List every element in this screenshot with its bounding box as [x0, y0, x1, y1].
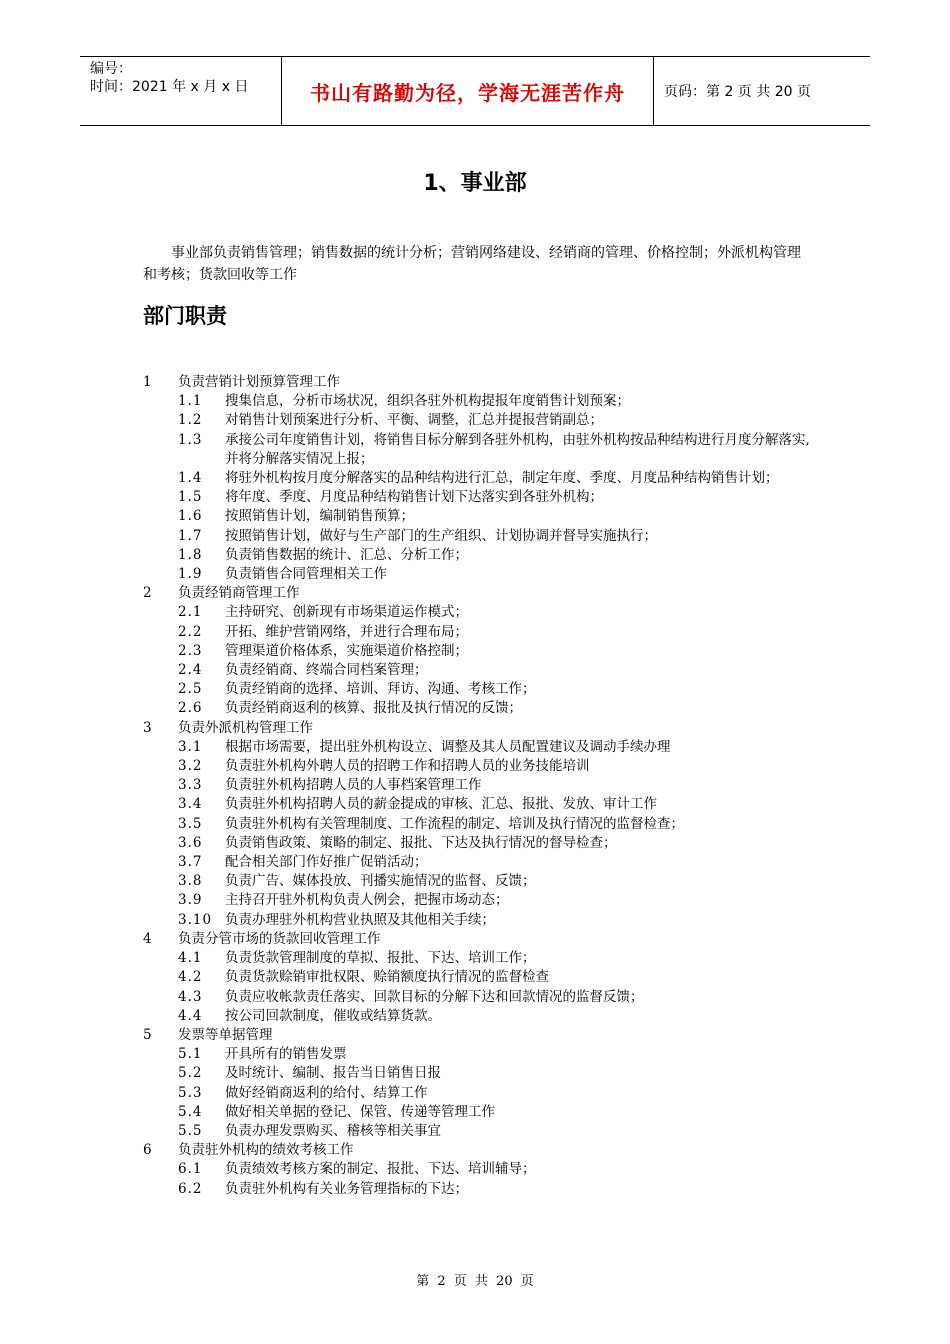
duty-title: 发票等单据管理: [178, 1026, 273, 1043]
sub-duty-item: [143, 565, 813, 584]
document-date: 时间：2021 年 x 月 x 日: [90, 79, 249, 95]
sub-duty-number: 3.2: [178, 758, 203, 775]
sub-duty-item: [143, 968, 813, 987]
sub-duty-text: 负责驻外机构招聘人员的薪金提成的审核、汇总、报批、发放、审计工作: [225, 796, 657, 813]
document-number-label: 编号：: [90, 61, 132, 77]
sub-duty-number: 5.5: [178, 1122, 203, 1139]
sub-duty-item: [143, 603, 813, 622]
header-motto: 书山有路勤为径，学海无涯苦作舟: [282, 57, 654, 125]
sub-duty-item: [143, 872, 813, 891]
sub-duty-text: 承接公司年度销售计划，将销售目标分解到各驻外机构，由驻外机构按品种结构进行月度分解落实,并将分解落实情况上报；: [225, 431, 810, 467]
sub-duty-text: 负责应收帐款责任落实、回款目标的分解下达和回款情况的监督反馈；: [225, 988, 644, 1005]
sub-duty-text: 按照销售计划，做好与生产部门的生产组织、计划协调并督导实施执行；: [225, 527, 657, 544]
sub-duty-text: 主持召开驻外机构负责人例会，把握市场动态；: [225, 892, 509, 909]
header-page-info: 页码：第 2 页 共 20 页: [664, 84, 811, 100]
sub-duty-number: 2.6: [178, 700, 203, 717]
sub-duty-text: 负责经销商、终端合同档案管理；: [225, 662, 428, 679]
sub-duty-number: 3.8: [178, 873, 203, 890]
sub-duty-number: 1.7: [178, 527, 203, 544]
sub-duty-item: [143, 411, 813, 430]
sub-duty-number: 1.4: [178, 470, 203, 487]
sub-duty-number: 5.2: [178, 1065, 203, 1082]
sub-duty-text: 搜集信息，分析市场状况，组织各驻外机构提报年度销售计划预案；: [225, 393, 630, 410]
sub-duty-item: [143, 834, 813, 853]
duty-item: [143, 584, 813, 603]
sub-duty-text: 负责货款管理制度的草拟、报批、下达、培训工作；: [225, 950, 536, 967]
sub-duty-item: [143, 469, 813, 488]
sub-duty-number: 1.1: [178, 393, 203, 410]
sub-duty-text: 配合相关部门作好推广促销活动；: [225, 854, 428, 871]
sub-duty-number: 3.3: [178, 777, 203, 794]
page-title: 1、事业部: [423, 171, 527, 196]
sub-duty-number: 1.8: [178, 546, 203, 563]
duty-number: 4: [143, 930, 152, 947]
page-header: [80, 56, 870, 126]
sub-duty-text: 及时统计、编制、报告当日销售日报: [225, 1065, 441, 1082]
sub-duty-text: 对销售计划预案进行分析、平衡、调整，汇总并提报营销副总；: [225, 412, 603, 429]
duty-item: [143, 930, 813, 949]
sub-duty-item: [143, 1103, 813, 1122]
sub-duty-item: [143, 623, 813, 642]
sub-duty-number: 1.6: [178, 508, 203, 525]
sub-duty-item: [143, 642, 813, 661]
sub-duty-number: 3.10: [178, 911, 213, 928]
sub-duty-item: [143, 1064, 813, 1083]
sub-duty-number: 2.3: [178, 642, 203, 659]
duty-title: 负责驻外机构的绩效考核工作: [178, 1142, 354, 1159]
sub-duty-item: [143, 661, 813, 680]
sub-duty-number: 3.4: [178, 796, 203, 813]
sub-duty-number: 3.6: [178, 834, 203, 851]
sub-duty-item: [143, 853, 813, 872]
sub-duty-item: [143, 507, 813, 526]
sub-duty-text: 主持研究、创新现有市场渠道运作模式；: [225, 604, 468, 621]
sub-duty-text: 开具所有的销售发票: [225, 1046, 347, 1063]
duty-number: 5: [143, 1026, 152, 1043]
sub-duty-item: [143, 1007, 813, 1026]
sub-duty-item: [143, 1160, 813, 1179]
duties-list: [143, 373, 813, 1199]
sub-duty-text: 负责驻外机构有关业务管理指标的下达；: [225, 1180, 468, 1197]
sub-duty-text: 将年度、季度、月度品种结构销售计划下达落实到各驻外机构；: [225, 489, 603, 506]
sub-duty-text: 负责经销商返利的核算、报批及执行情况的反馈；: [225, 700, 522, 717]
sub-duty-item: [143, 1180, 813, 1199]
duty-number: 2: [143, 585, 152, 602]
sub-duty-item: [143, 815, 813, 834]
sub-duty-item: [143, 757, 813, 776]
sub-duty-text: 按公司回款制度，催收或结算货款。: [225, 1007, 441, 1024]
sub-duty-text: 根据市场需要，提出驻外机构设立、调整及其人员配置建议及调动手续办理: [225, 738, 671, 755]
sub-duty-item: [143, 795, 813, 814]
sub-duty-text: 管理渠道价格体系，实施渠道价格控制；: [225, 642, 468, 659]
sub-duty-item: [143, 1045, 813, 1064]
sub-duty-number: 1.2: [178, 412, 203, 429]
sub-duty-text: 负责驻外机构有关管理制度、工作流程的制定、培训及执行情况的监督检查；: [225, 815, 684, 832]
sub-duty-text: 负责驻外机构招聘人员的人事档案管理工作: [225, 777, 482, 794]
sub-duty-text: 负责货款赊销审批权限、赊销额度执行情况的监督检查: [225, 969, 549, 986]
duty-title: 负责外派机构管理工作: [178, 719, 313, 736]
sub-duty-number: 6.1: [178, 1161, 203, 1178]
sub-duty-text: 负责销售政策、策略的制定、报批、下达及执行情况的督导检查；: [225, 834, 617, 851]
sub-duty-item: [143, 911, 813, 930]
sub-duty-text: 负责销售合同管理相关工作: [225, 566, 387, 583]
sub-duty-item: [143, 949, 813, 968]
sub-duty-number: 1.9: [178, 566, 203, 583]
sub-duty-number: 5.1: [178, 1046, 203, 1063]
sub-duty-number: 2.5: [178, 681, 203, 698]
sub-duty-item: [143, 776, 813, 795]
sub-duty-number: 3.9: [178, 892, 203, 909]
duty-item: [143, 1026, 813, 1045]
sub-duty-item: [143, 891, 813, 910]
duty-title: 负责经销商管理工作: [178, 585, 300, 602]
duty-title: 负责分管市场的货款回收管理工作: [178, 930, 381, 947]
duty-item: [143, 719, 813, 738]
sub-duty-text: 负责驻外机构外聘人员的招聘工作和招聘人员的业务技能培训: [225, 758, 590, 775]
sub-duty-number: 4.4: [178, 1007, 203, 1024]
sub-duty-text: 负责广告、媒体投放、刊播实施情况的监督、反馈；: [225, 873, 536, 890]
sub-duty-number: 6.2: [178, 1180, 203, 1197]
sub-duty-item: [143, 392, 813, 411]
sub-duty-item: [143, 699, 813, 718]
sub-duty-item: [143, 546, 813, 565]
sub-duty-text: 负责绩效考核方案的制定、报批、下达、培训辅导；: [225, 1161, 536, 1178]
sub-duty-number: 1.5: [178, 489, 203, 506]
sub-duty-number: 2.4: [178, 662, 203, 679]
sub-duty-item: [143, 1084, 813, 1103]
sub-duty-number: 4.3: [178, 988, 203, 1005]
sub-duty-text: 负责办理发票购买、稽核等相关事宜: [225, 1122, 441, 1139]
sub-duty-text: 开拓、维护营销网络，并进行合理布局；: [225, 623, 468, 640]
sub-duty-number: 3.7: [178, 854, 203, 871]
page-footer: 第 2 页 共 20 页: [416, 1274, 534, 1289]
duty-title: 负责营销计划预算管理工作: [178, 374, 340, 390]
sub-duty-number: 4.2: [178, 969, 203, 986]
sub-duty-text: 做好相关单据的登记、保管、传递等管理工作: [225, 1103, 495, 1120]
sub-duty-number: 2.2: [178, 623, 203, 640]
intro-paragraph: 事业部负责销售管理；销售数据的统计分析；营销网络建设、经销商的管理、价格控制；外派机构管理和考核；货款回收等工作: [143, 245, 801, 283]
sub-duty-number: 1.3: [178, 431, 203, 448]
duty-item: [143, 373, 813, 392]
duty-item: [143, 1141, 813, 1160]
sub-duty-text: 做好经销商返利的给付、结算工作: [225, 1084, 428, 1101]
sub-duty-item: [143, 431, 813, 469]
sub-duty-number: 3.5: [178, 815, 203, 832]
section-heading: 部门职责: [143, 304, 227, 328]
duty-number: 3: [143, 719, 152, 736]
sub-duty-number: 2.1: [178, 604, 203, 621]
sub-duty-item: [143, 680, 813, 699]
sub-duty-number: 5.4: [178, 1103, 203, 1120]
sub-duty-text: 负责办理驻外机构营业执照及其他相关手续；: [225, 911, 495, 928]
header-meta: [80, 57, 282, 125]
sub-duty-number: 3.1: [178, 738, 203, 755]
sub-duty-text: 负责经销商的选择、培训、拜访、沟通、考核工作；: [225, 681, 536, 698]
sub-duty-item: [143, 527, 813, 546]
sub-duty-item: [143, 1122, 813, 1141]
sub-duty-text: 将驻外机构按月度分解落实的品种结构进行汇总，制定年度、季度、月度品种结构销售计划；: [225, 470, 779, 487]
duty-number: 1: [143, 374, 152, 390]
sub-duty-text: 负责销售数据的统计、汇总、分析工作；: [225, 546, 468, 563]
sub-duty-item: [143, 488, 813, 507]
sub-duty-number: 4.1: [178, 950, 203, 967]
sub-duty-number: 5.3: [178, 1084, 203, 1101]
duty-number: 6: [143, 1142, 152, 1159]
sub-duty-item: [143, 738, 813, 757]
sub-duty-text: 按照销售计划，编制销售预算；: [225, 508, 414, 525]
sub-duty-item: [143, 988, 813, 1007]
